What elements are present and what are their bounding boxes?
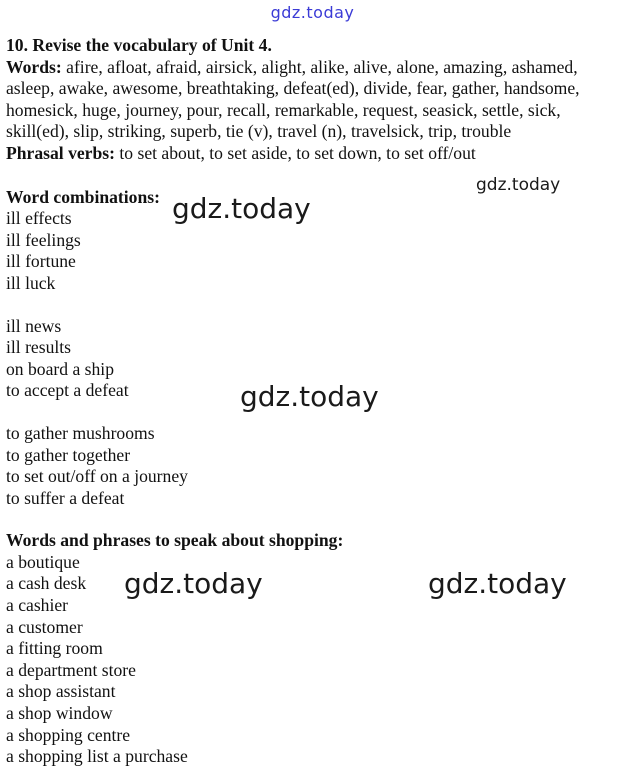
list-item: on board a ship xyxy=(6,358,114,379)
list-item: a fitting room xyxy=(6,638,103,659)
watermark-small: gdz.today xyxy=(476,175,561,195)
watermark-large: gdz.today xyxy=(172,192,311,225)
list-item: ill results xyxy=(6,337,71,358)
list-item: ill news xyxy=(6,315,62,336)
words-label: Words: xyxy=(6,56,62,77)
list-item: ill feelings xyxy=(6,229,81,250)
watermark-top: gdz.today xyxy=(270,3,355,22)
list-item: a shopping centre xyxy=(6,724,131,745)
list-item: a boutique xyxy=(6,551,80,572)
phrasal-verbs-paragraph xyxy=(6,143,618,165)
exercise-title: 10. Revise the vocabulary of Unit 4. xyxy=(6,35,272,55)
watermark-large: gdz.today xyxy=(428,567,567,600)
words-paragraph xyxy=(6,57,618,143)
list-item: a cashier xyxy=(6,595,69,616)
list-item: a cash desk xyxy=(6,573,87,594)
list-item: ill effects xyxy=(6,208,72,229)
list-item: a shop window xyxy=(6,703,113,724)
list-item: a customer xyxy=(6,616,83,637)
list-item: to gather mushrooms xyxy=(6,422,155,443)
word-combinations-group-3 xyxy=(6,423,618,509)
list-item: to suffer a defeat xyxy=(6,487,125,508)
list-item: ill luck xyxy=(6,272,56,293)
phrasal-verbs-list: to set about, to set aside, to set down, to set off/out xyxy=(114,142,476,163)
list-item: ill fortune xyxy=(6,251,76,272)
list-item: a shop assistant xyxy=(6,681,116,702)
list-item: a shopping list a purchase xyxy=(6,746,188,767)
phrasal-verbs-label: Phrasal verbs: xyxy=(6,142,115,163)
word-combinations-group-1 xyxy=(6,208,618,294)
list-item: a department store xyxy=(6,659,136,680)
words-list: afire, afloat, afraid, airsick, alight, alike, alive, alone, amazing, ashamed, asleep, awake, awesome, breathtaking, defeat(ed), divide, fear, gather, handsome, homesick, huge, journey, pour, recall, remarkable, request, seasick, settle, sick, skill(ed), slip, striking, superb, tie (v), travel (n), travelsick, trip, trouble xyxy=(6,56,580,142)
watermark-large: gdz.today xyxy=(124,567,263,600)
shopping-heading: Words and phrases to speak about shopping: xyxy=(6,530,344,551)
list-item: to set out/off on a journey xyxy=(6,466,188,487)
list-item: to accept a defeat xyxy=(6,380,129,401)
word-combinations-heading: Word combinations: xyxy=(6,186,160,207)
watermark-large: gdz.today xyxy=(240,380,379,413)
list-item: to gather together xyxy=(6,444,131,465)
